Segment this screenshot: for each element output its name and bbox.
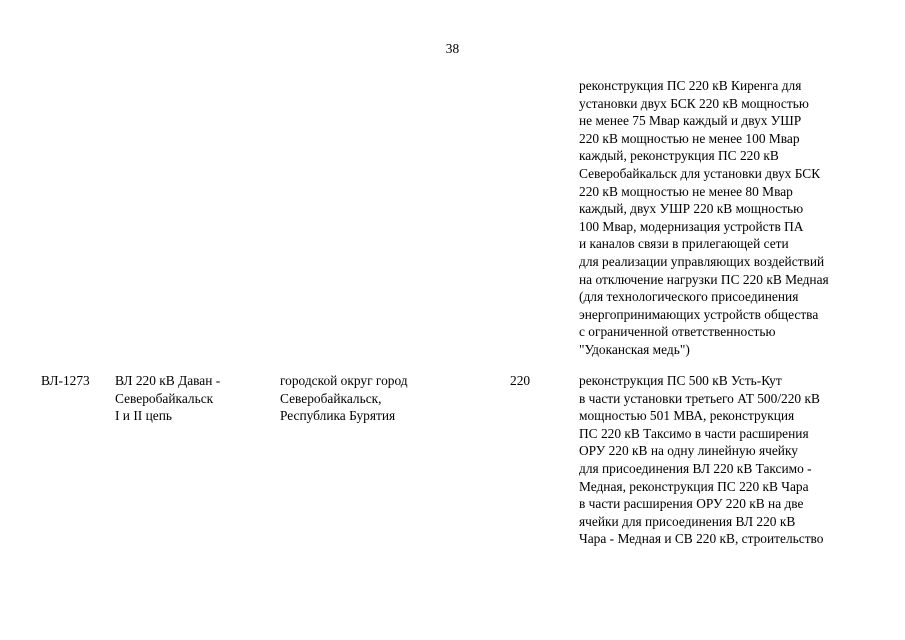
line-code: ВЛ-1273 [41, 373, 90, 388]
line-name: ВЛ 220 кВ Даван - Северобайкальск I и II цепь [115, 373, 221, 424]
line-voltage: 220 [510, 373, 531, 388]
continued-work-description: реконструкция ПС 220 кВ Киренга для установки двух БСК 220 кВ мощностью не менее 75 Мвар каждый и двух УШР 220 кВ мощностью не менее 100 Мвар каждый, реконструкция ПС 220 кВ Северобайкальск для установки двух БСК 220 кВ мощностью не менее 80 Мвар каждый, двух УШР 220 кВ мощностью 100 Мвар, модернизация устройств ПА и каналов связи в прилегающей сети для реализации управляющих воздействий на отключение нагрузки ПС 220 кВ Медная (для технологического присоединения энергопринимающих устройств общества с ограниченной ответственностью "Удоканская медь") [579, 78, 829, 357]
page-number: 38 [445, 41, 460, 56]
line-work-description: реконструкция ПС 500 кВ Усть-Кут в части установки третьего АТ 500/220 кВ мощностью 501 МВА, реконструкция ПС 220 кВ Таксимо в части расширения ОРУ 220 кВ на одну линейную ячейку для присоединения ВЛ 220 кВ Таксимо - Медная, реконструкция ПС 220 кВ Чара в части расширения ОРУ 220 кВ на две ячейки для присоединения ВЛ 220 кВ Чара - Медная и СВ 220 кВ, строительство [579, 373, 824, 547]
line-region: городской округ город Северобайкальск, Республика Бурятия [280, 373, 408, 424]
